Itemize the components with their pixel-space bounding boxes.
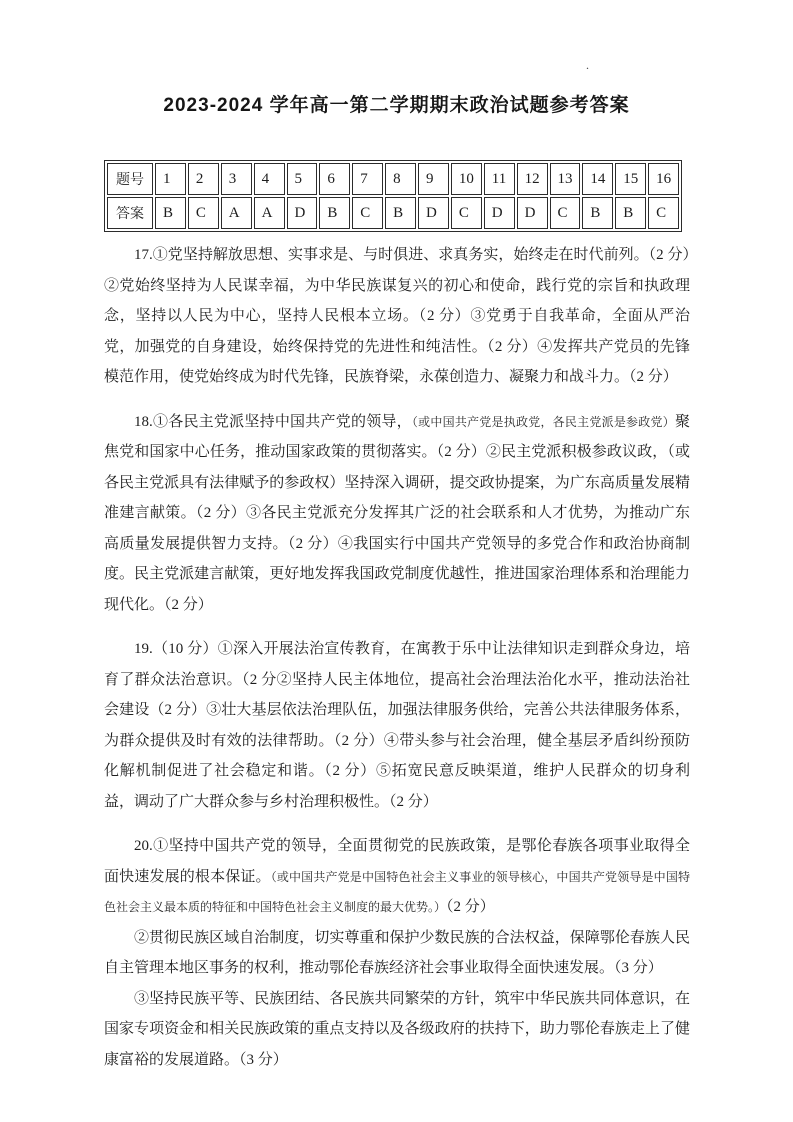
answer-19-paragraph <box>104 634 690 817</box>
stray-dot: . <box>586 58 589 72</box>
question-number-cell: 4 <box>254 163 285 195</box>
answer-cell: C <box>451 197 482 229</box>
answer-letter-row <box>107 197 679 229</box>
answer-17-paragraph <box>104 240 690 393</box>
answer-18-text-2: 聚焦党和国家中心任务，推动国家政策的贯彻落实。（2 分）②民主党派积极参政议政，（或各民主党派具有法律赋予的参政权）坚持深入调研，提交政协提案，为广东高质量发展精准建言献策。（2 分）③各民主党派充分发挥其广泛的社会联系和人才优势，为推动广东高质量发展提供智力支持。（2 分）④我国实行中国共产党领导的多党合作和政治协商制度。民主党派建言献策，更好地发挥我国政党制度优越性，推进国家治理体系和治理能力现代化。（2 分） <box>104 413 690 613</box>
answer-cell: B <box>615 197 646 229</box>
answer-cell: B <box>582 197 613 229</box>
answer-20-point-3-text: ③坚持民族平等、民族团结、各民族共同繁荣的方针，筑牢中华民族共同体意识，在国家专项资金和相关民族政策的重点支持以及各级政府的扶持下，助力鄂伦春族走上了健康富裕的发展道路。（3 分） <box>104 990 690 1068</box>
question-number-cell: 11 <box>484 163 515 195</box>
answer-cell: A <box>221 197 252 229</box>
answer-20-paragraph-2 <box>104 923 690 984</box>
answer-cell: C <box>648 197 679 229</box>
question-number-cell: 12 <box>517 163 548 195</box>
question-number-cell: 15 <box>615 163 646 195</box>
answer-cell: A <box>254 197 285 229</box>
question-number-cell: 2 <box>188 163 219 195</box>
page-title: 2023-2024 学年高一第二学期期末政治试题参考答案 <box>163 95 630 116</box>
answer-cell: B <box>155 197 186 229</box>
question-row-header: 题号 <box>107 163 153 195</box>
question-number-cell: 8 <box>385 163 416 195</box>
answer-18-alternate-note: （或中国共产党是执政党，各民主党派是参政党） <box>411 414 675 429</box>
answer-cell: D <box>517 197 548 229</box>
answer-cell: D <box>418 197 449 229</box>
answer-cell: C <box>188 197 219 229</box>
answer-19-text: 19.（10 分）①深入开展法治宣传教育，在寓教于乐中让法律知识走到群众身边，培育了群众法治意识。（2 分②坚持人民主体地位，提高社会治理法治化水平，推动法治社会建设（2 分）③壮大基层依法治理队伍，加强法律服务供给，完善公共法律服务体系，为群众提供及时有效的法律帮助。（2 分）④带头参与社会治理，健全基层矛盾纠纷预防化解机制促进了社会稳定和谐。（2 分）⑤拓宽民意反映渠道，维护人民群众的切身利益，调动了广大群众参与乡村治理积极性。（2 分） <box>104 641 690 810</box>
answer-row-header: 答案 <box>107 197 153 229</box>
question-number-row <box>107 163 679 195</box>
question-number-cell: 5 <box>287 163 318 195</box>
question-number-cell: 3 <box>221 163 252 195</box>
answer-20-alternate-note: （或中国共产党是中国特色社会主义事业的领导核心，中国共产党领导是中国特色社会主义最本质的特征和中国特色社会主义制度的最大优势。） <box>104 869 690 914</box>
answer-17-text: 17.①党坚持解放思想、实事求是、与时俱进、求真务实，始终走在时代前列。（2 分）②党始终坚持为人民谋幸福，为中华民族谋复兴的初心和使命，践行党的宗旨和执政理念，坚持以人民为中心，坚持人民根本立场。（2 分）③党勇于自我革命，全面从严治党，加强党的自身建设，始终保持党的先进性和纯洁性。（2 分）④发挥共产党员的先锋模范作用，使党始终成为时代先锋，民族脊梁，永葆创造力、凝聚力和战斗力。（2 分） <box>104 247 690 385</box>
question-number-cell: 9 <box>418 163 449 195</box>
answer-20-text-2: （2 分） <box>446 899 495 915</box>
answer-cell: C <box>352 197 383 229</box>
question-number-cell: 16 <box>648 163 679 195</box>
answer-key-table <box>104 160 682 232</box>
question-number-cell: 6 <box>319 163 350 195</box>
answer-20-paragraph-3 <box>104 984 690 1076</box>
question-number-cell: 14 <box>582 163 613 195</box>
question-number-cell: 10 <box>451 163 482 195</box>
question-number-cell: 7 <box>352 163 383 195</box>
answer-18-paragraph <box>104 407 690 621</box>
answer-20-point-2-text: ②贯彻民族区域自治制度，切实尊重和保护少数民族的合法权益，保障鄂伦春族人民自主管理本地区事务的权利，推动鄂伦春族经济社会事业取得全面快速发展。（3 分） <box>104 929 690 976</box>
answer-explanations <box>104 240 690 1075</box>
answer-18-text-1: 18.①各民主党派坚持中国共产党的领导， <box>134 413 412 430</box>
question-number-cell: 13 <box>550 163 581 195</box>
question-number-cell: 1 <box>155 163 186 195</box>
answer-20-text-1: 20.①坚持中国共产党的领导，全面贯彻党的民族政策，是鄂伦春族各项事业取得全面快速发展的根本保证。 <box>104 838 690 885</box>
answer-cell: D <box>287 197 318 229</box>
answer-20-paragraph-1 <box>104 831 690 923</box>
answer-cell: C <box>550 197 581 229</box>
answer-cell: B <box>385 197 416 229</box>
answer-cell: B <box>319 197 350 229</box>
answer-cell: D <box>484 197 515 229</box>
